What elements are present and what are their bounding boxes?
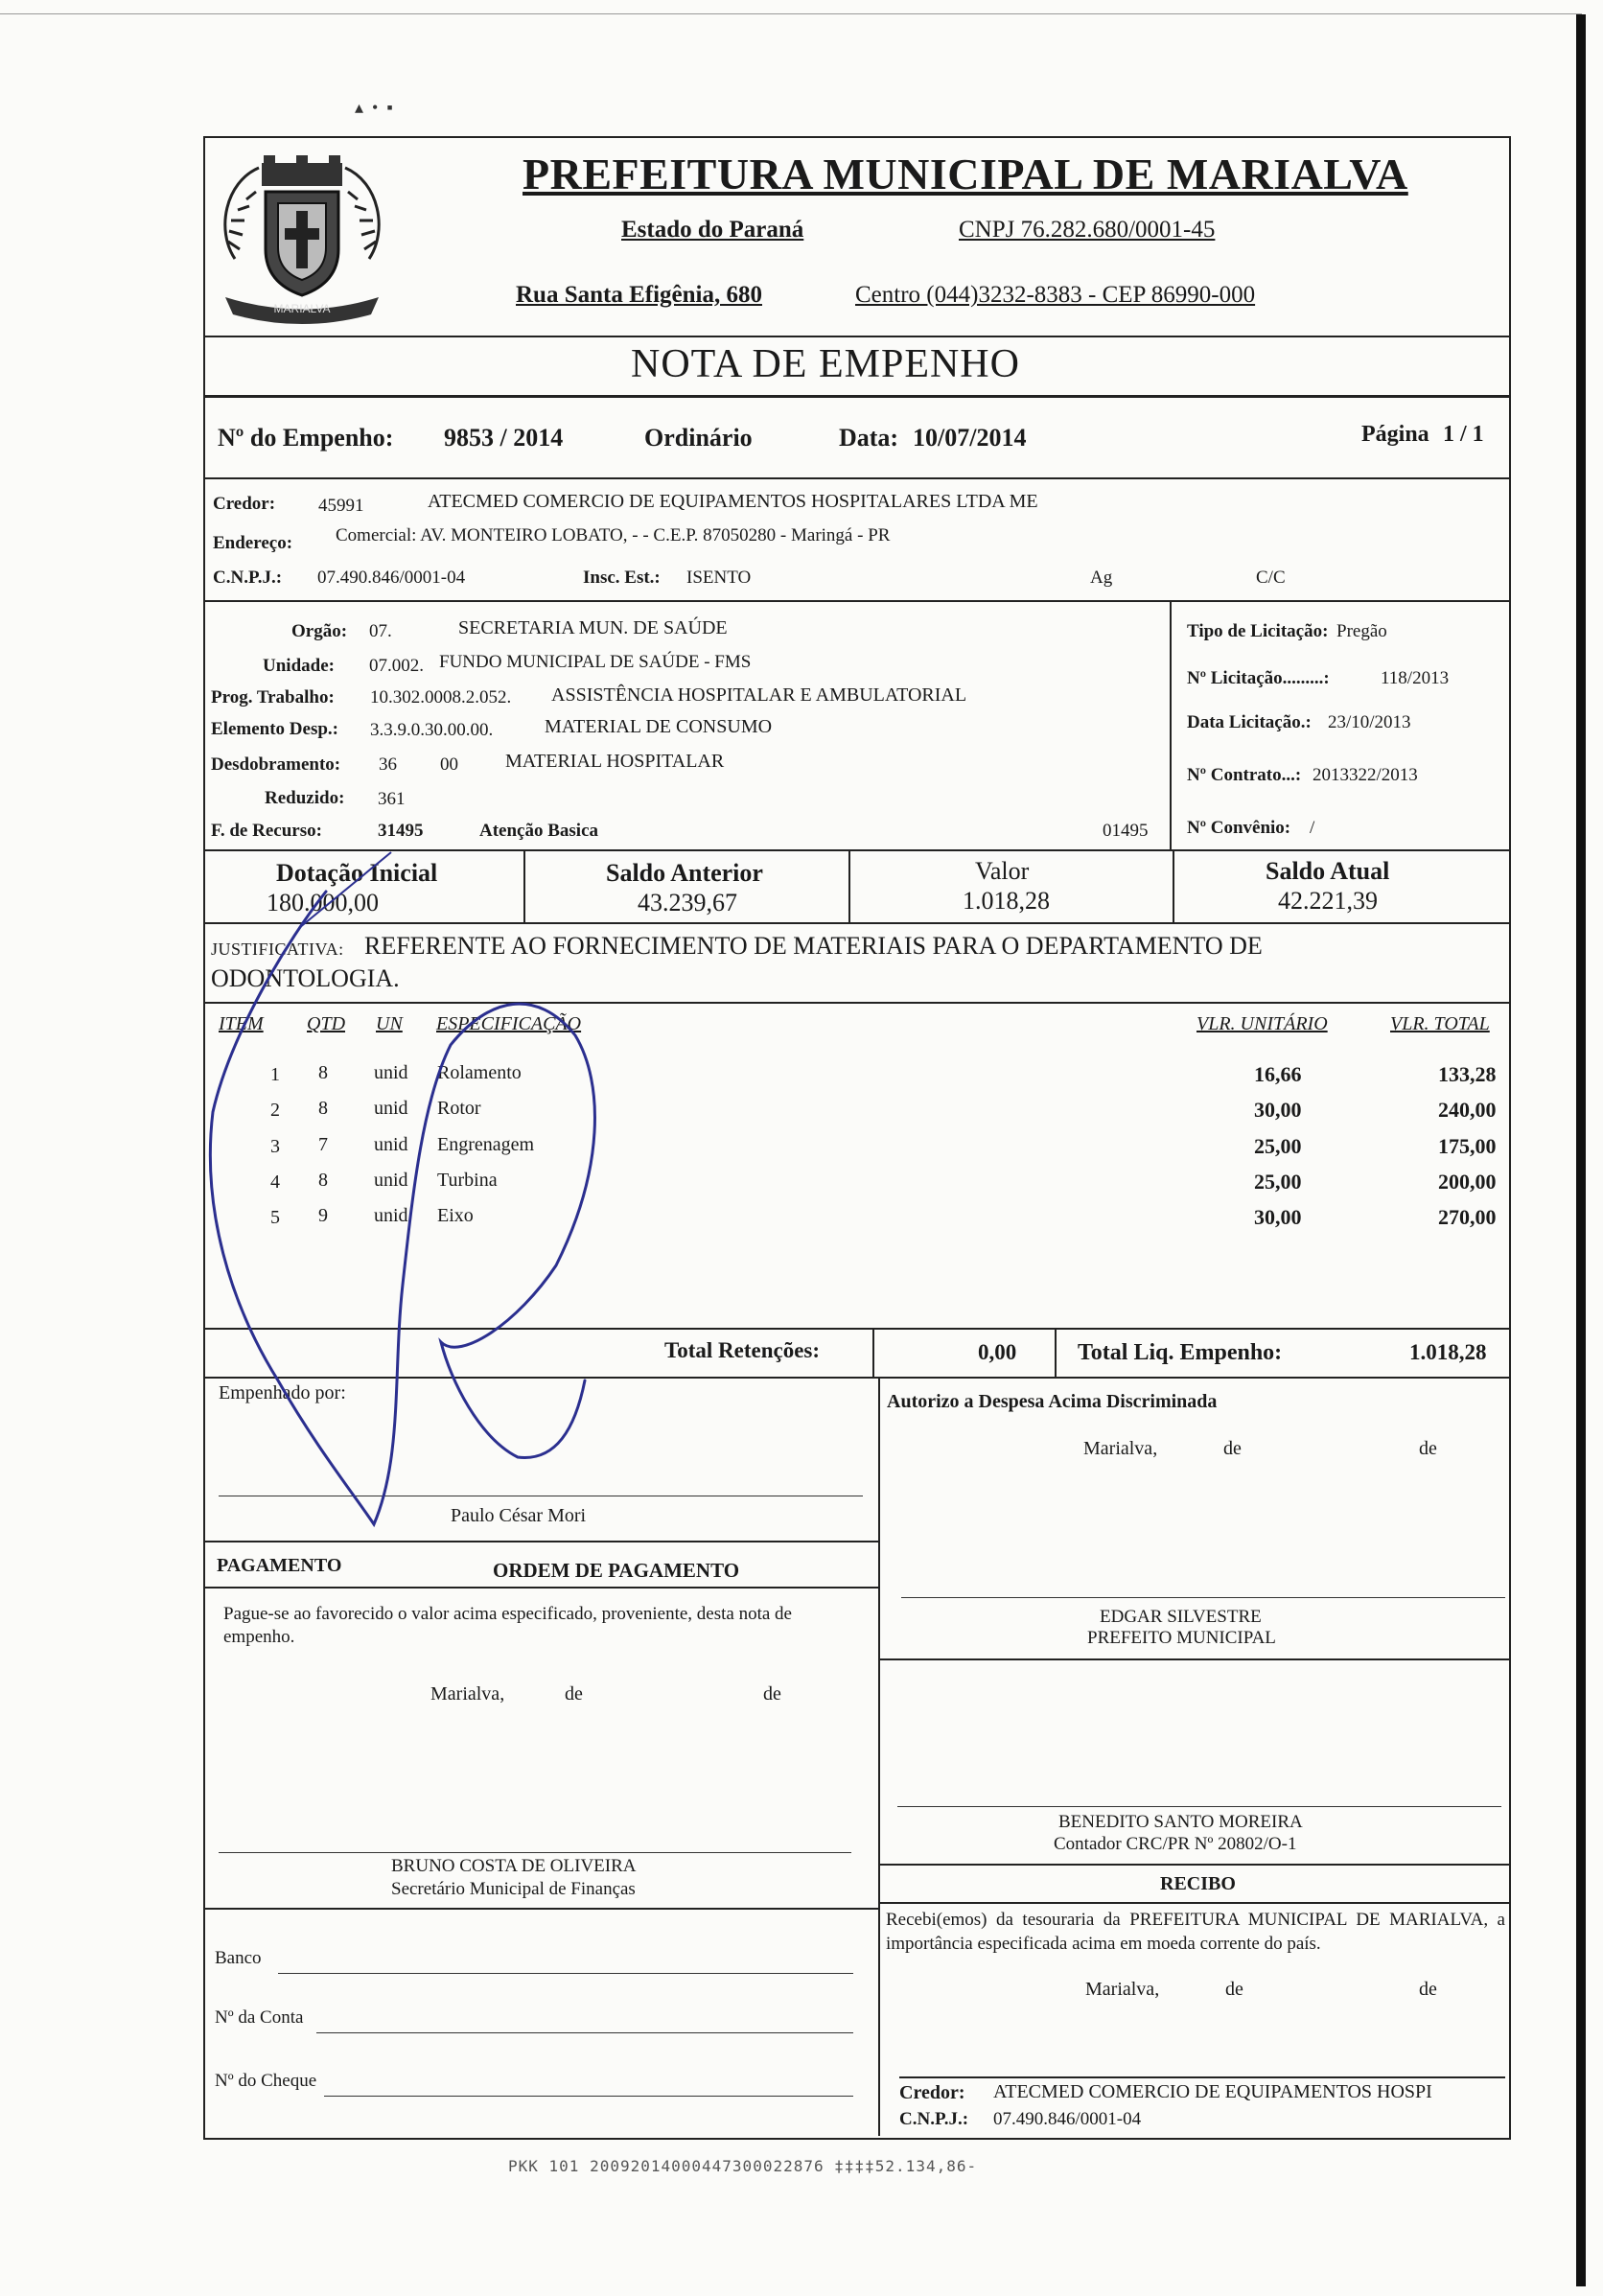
retencoes-value: 0,00	[978, 1340, 1017, 1364]
divider-dotacao	[203, 849, 1509, 851]
conta-line	[316, 2032, 853, 2033]
desdobramento-a: 36	[379, 754, 397, 775]
dotacao-inicial-value: 180.000,00	[267, 889, 379, 916]
recibo-credor-label: Credor:	[899, 2082, 965, 2103]
credor-name: ATECMED COMERCIO DE EQUIPAMENTOS HOSPITALARES LTDA ME	[428, 491, 1038, 512]
city-crest	[206, 144, 398, 336]
divider-totals	[203, 1377, 1509, 1379]
prefeito-role: PREFEITO MUNICIPAL	[1087, 1628, 1276, 1648]
tipo-licitacao: Pregão	[1336, 621, 1387, 641]
scan-marks: ▴ • ▪	[355, 98, 393, 117]
state-name: Estado do Paraná	[621, 217, 804, 243]
item-unit: 30,00	[1254, 1098, 1302, 1122]
items-header-qtd: QTD	[307, 1013, 346, 1034]
cc-label: C/C	[1256, 568, 1286, 588]
credor-cnpj: 07.490.846/0001-04	[317, 568, 466, 588]
item-number: 1	[270, 1064, 280, 1085]
empenho-date: 10/07/2014	[913, 424, 1027, 452]
desdobramento-b: 00	[440, 754, 458, 775]
saldo-anterior-value: 43.239,67	[638, 889, 737, 916]
recibo-de-1: de	[1225, 1979, 1243, 2000]
data-licitacao-label: Data Licitação.:	[1187, 712, 1312, 732]
recibo-credor: ATECMED COMERCIO DE EQUIPAMENTOS HOSPI	[993, 2081, 1432, 2102]
endereco-label: Endereço:	[213, 533, 293, 553]
contrato-label: Nº Contrato...:	[1187, 765, 1302, 785]
divider-prefeito	[878, 1658, 1509, 1660]
pagamento-label: PAGAMENTO	[217, 1555, 342, 1576]
justificativa-line-2: ODONTOLOGIA.	[211, 964, 400, 992]
cnpj-label: C.N.P.J.:	[213, 568, 283, 588]
item-qtd: 8	[318, 1062, 328, 1083]
contador-signature-line	[897, 1806, 1501, 1807]
prog-code: 10.302.0008.2.052.	[370, 687, 512, 707]
divider-recibo	[878, 1902, 1509, 1904]
num-licitacao-label: Nº Licitação.........:	[1187, 668, 1330, 688]
item-un: unid	[374, 1062, 408, 1083]
item-unit: 25,00	[1254, 1170, 1302, 1194]
valor-value: 1.018,28	[963, 887, 1050, 915]
retencoes-label: Total Retenções:	[664, 1338, 821, 1362]
liquido-value: 1.018,28	[1409, 1340, 1487, 1364]
totals-divider-1	[872, 1328, 874, 1378]
divider-empenhado	[203, 1541, 880, 1542]
divider-header	[203, 336, 1509, 337]
item-qtd: 7	[318, 1134, 328, 1155]
page-number: 1 / 1	[1443, 422, 1484, 447]
unidade-code: 07.002.	[369, 656, 424, 676]
item-unit: 16,66	[1254, 1062, 1302, 1086]
elemento-label: Elemento Desp.:	[211, 719, 338, 739]
divider-contador	[878, 1864, 1509, 1866]
orgao-label: Orgão:	[291, 621, 348, 641]
desdobramento-name: MATERIAL HOSPITALAR	[505, 751, 725, 772]
item-spec: Engrenagem	[437, 1134, 535, 1155]
divider-secretario	[203, 1908, 880, 1910]
secretario-role: Secretário Municipal de Finanças	[391, 1879, 636, 1899]
unidade-label: Unidade:	[263, 656, 335, 676]
item-total: 133,28	[1438, 1062, 1497, 1086]
contador-name: BENEDITO SANTO MOREIRA	[1058, 1812, 1303, 1832]
pagamento-text: Pague-se ao favorecido o valor acima especificado, proveniente, desta nota de empenho.	[223, 1604, 792, 1647]
item-unit: 25,00	[1254, 1134, 1302, 1158]
item-total: 240,00	[1438, 1098, 1497, 1122]
recibo-cnpj-label: C.N.P.J.:	[899, 2109, 969, 2129]
reduzido-value: 361	[378, 789, 406, 809]
pagamento-de-1: de	[565, 1683, 583, 1705]
saldo-anterior-label: Saldo Anterior	[606, 859, 763, 887]
top-edge-line	[0, 13, 1582, 14]
prefeitura-title: PREFEITURA MUNICIPAL DE MARIALVA	[523, 150, 1408, 198]
elemento-name: MATERIAL DE CONSUMO	[545, 716, 773, 737]
convenio-label: Nº Convênio:	[1187, 818, 1291, 838]
prefeitura-address: Rua Santa Efigênia, 680	[516, 282, 762, 308]
pagamento-local: Marialva,	[430, 1683, 505, 1705]
item-spec: Rolamento	[437, 1062, 522, 1083]
recurso-name: Atenção Basica	[479, 821, 599, 841]
dotacao-inicial-label: Dotação Inicial	[276, 859, 438, 887]
recibo-de-2: de	[1419, 1979, 1437, 2000]
item-unit: 30,00	[1254, 1205, 1302, 1229]
prefeitura-contact: Centro (044)3232-8383 - CEP 86990-000	[855, 282, 1256, 308]
recibo-cnpj: 07.490.846/0001-04	[993, 2109, 1142, 2129]
empenhado-label: Empenhado por:	[219, 1382, 346, 1403]
cheque-line	[324, 2096, 853, 2097]
divider-pagamento	[203, 1587, 880, 1589]
justificativa-label: JUSTIFICATIVA:	[211, 939, 344, 959]
empenho-number: 9853 / 2014	[444, 424, 564, 452]
tipo-licitacao-label: Tipo de Licitação:	[1187, 621, 1329, 641]
divider-licitacao	[1170, 600, 1172, 851]
liquido-label: Total Liq. Empenho:	[1078, 1340, 1283, 1365]
item-un: unid	[374, 1170, 408, 1191]
saldo-divider-3	[1173, 849, 1174, 924]
convenio: /	[1310, 818, 1315, 838]
items-header-un: UN	[376, 1013, 403, 1034]
empenhado-name: Paulo César Mori	[451, 1505, 587, 1526]
justificativa-line-1: REFERENTE AO FORNECIMENTO DE MATERIAIS PARA O DEPARTAMENTO DE	[364, 932, 1263, 960]
items-header-unit: VLR. UNITÁRIO	[1196, 1013, 1328, 1034]
recibo-title: RECIBO	[1160, 1873, 1236, 1894]
credor-address: Comercial: AV. MONTEIRO LOBATO, - - C.E.P. 87050280 - Maringá - PR	[336, 525, 891, 545]
saldo-divider-1	[523, 849, 525, 924]
items-header-total: VLR. TOTAL	[1390, 1013, 1490, 1034]
item-un: unid	[374, 1098, 408, 1119]
secretario-signature-line	[219, 1852, 851, 1853]
num-licitacao: 118/2013	[1381, 668, 1450, 688]
item-total: 175,00	[1438, 1134, 1497, 1158]
divider-saldos	[203, 922, 1509, 924]
autorizo-local: Marialva,	[1083, 1438, 1158, 1459]
prog-name: ASSISTÊNCIA HOSPITALAR E AMBULATORIAL	[551, 684, 967, 706]
divider-title	[203, 395, 1509, 398]
item-qtd: 8	[318, 1098, 328, 1119]
recurso-code: 31495	[378, 821, 424, 841]
scan-edge	[1576, 14, 1586, 2286]
orgao-name: SECRETARIA MUN. DE SAÚDE	[458, 617, 728, 638]
autorizo-de-2: de	[1419, 1438, 1437, 1459]
items-header-spec: ESPECIFICAÇÃO	[436, 1013, 582, 1034]
elemento-code: 3.3.9.0.30.00.00.	[370, 720, 494, 740]
totals-divider-2	[1055, 1328, 1057, 1378]
item-un: unid	[374, 1205, 408, 1226]
data-licitacao: 23/10/2013	[1328, 712, 1411, 732]
autorizo-label: Autorizo a Despesa Acima Discriminada	[887, 1391, 1218, 1412]
cheque-label: Nº do Cheque	[215, 2071, 317, 2091]
empenho-type: Ordinário	[644, 424, 753, 452]
item-total: 270,00	[1438, 1205, 1497, 1229]
saldo-atual-label: Saldo Atual	[1266, 857, 1390, 885]
item-number: 5	[270, 1207, 280, 1228]
item-total: 200,00	[1438, 1170, 1497, 1194]
desdobramento-label: Desdobramento:	[211, 754, 341, 775]
recurso-label: F. de Recurso:	[211, 821, 322, 841]
prefeito-name: EDGAR SILVESTRE	[1100, 1607, 1262, 1627]
item-number: 4	[270, 1171, 280, 1193]
orgao-code: 07.	[369, 621, 392, 641]
insc-value: ISENTO	[686, 568, 752, 588]
recibo-local: Marialva,	[1085, 1979, 1160, 2000]
prog-label: Prog. Trabalho:	[211, 687, 335, 707]
saldo-divider-2	[848, 849, 850, 924]
banco-label: Banco	[215, 1948, 262, 1968]
unidade-name: FUNDO MUNICIPAL DE SAÚDE - FMS	[439, 652, 752, 672]
divider-recibo-credor	[899, 2076, 1505, 2078]
valor-label: Valor	[975, 857, 1030, 885]
document-title: NOTA DE EMPENHO	[631, 342, 1020, 386]
pagamento-de-2: de	[763, 1683, 781, 1705]
credor-code: 45991	[318, 496, 364, 516]
divider-lower-columns	[878, 1377, 880, 2136]
insc-label: Insc. Est.:	[583, 568, 661, 588]
item-un: unid	[374, 1134, 408, 1155]
prefeito-signature-line	[901, 1597, 1505, 1598]
contador-role: Contador CRC/PR Nº 20802/O-1	[1054, 1834, 1297, 1854]
empenho-number-label: Nº do Empenho:	[218, 424, 394, 452]
divider-justificativa	[203, 1002, 1509, 1004]
item-number: 3	[270, 1136, 280, 1157]
footer-code: PKK 101 20092014000447300022876 ‡‡‡‡52.134,86-	[508, 2157, 978, 2175]
divider-credor	[203, 600, 1509, 602]
page-label: Página	[1361, 422, 1429, 447]
svg-text:MARIALVA: MARIALVA	[273, 302, 331, 315]
items-header-item: ITEM	[219, 1013, 264, 1034]
item-qtd: 9	[318, 1205, 328, 1226]
ordem-pagamento-label: ORDEM DE PAGAMENTO	[493, 1559, 740, 1582]
conta-label: Nº da Conta	[215, 2007, 304, 2028]
empenho-date-label: Data:	[839, 424, 899, 452]
banco-line	[278, 1973, 853, 1974]
recibo-text: Recebi(emos) da tesouraria da PREFEITURA MUNICIPAL DE MARIALVA, a importância especificada acima em moeda corrente do país.	[886, 1910, 1505, 1954]
reduzido-label: Reduzido:	[265, 788, 345, 808]
item-spec: Turbina	[437, 1170, 498, 1191]
recurso-code-2: 01495	[1103, 821, 1149, 841]
divider-items	[203, 1328, 1509, 1330]
saldo-atual-value: 42.221,39	[1278, 887, 1378, 915]
autorizo-de-1: de	[1223, 1438, 1242, 1459]
prefeitura-cnpj: CNPJ 76.282.680/0001-45	[959, 217, 1216, 243]
secretario-name: BRUNO COSTA DE OLIVEIRA	[391, 1856, 637, 1876]
item-spec: Rotor	[437, 1098, 481, 1119]
divider-empenho	[203, 477, 1509, 479]
item-number: 2	[270, 1100, 280, 1121]
item-qtd: 8	[318, 1170, 328, 1191]
item-spec: Eixo	[437, 1205, 474, 1226]
contrato: 2013322/2013	[1313, 765, 1418, 785]
ag-label: Ag	[1090, 568, 1113, 588]
credor-label: Credor:	[213, 494, 276, 514]
